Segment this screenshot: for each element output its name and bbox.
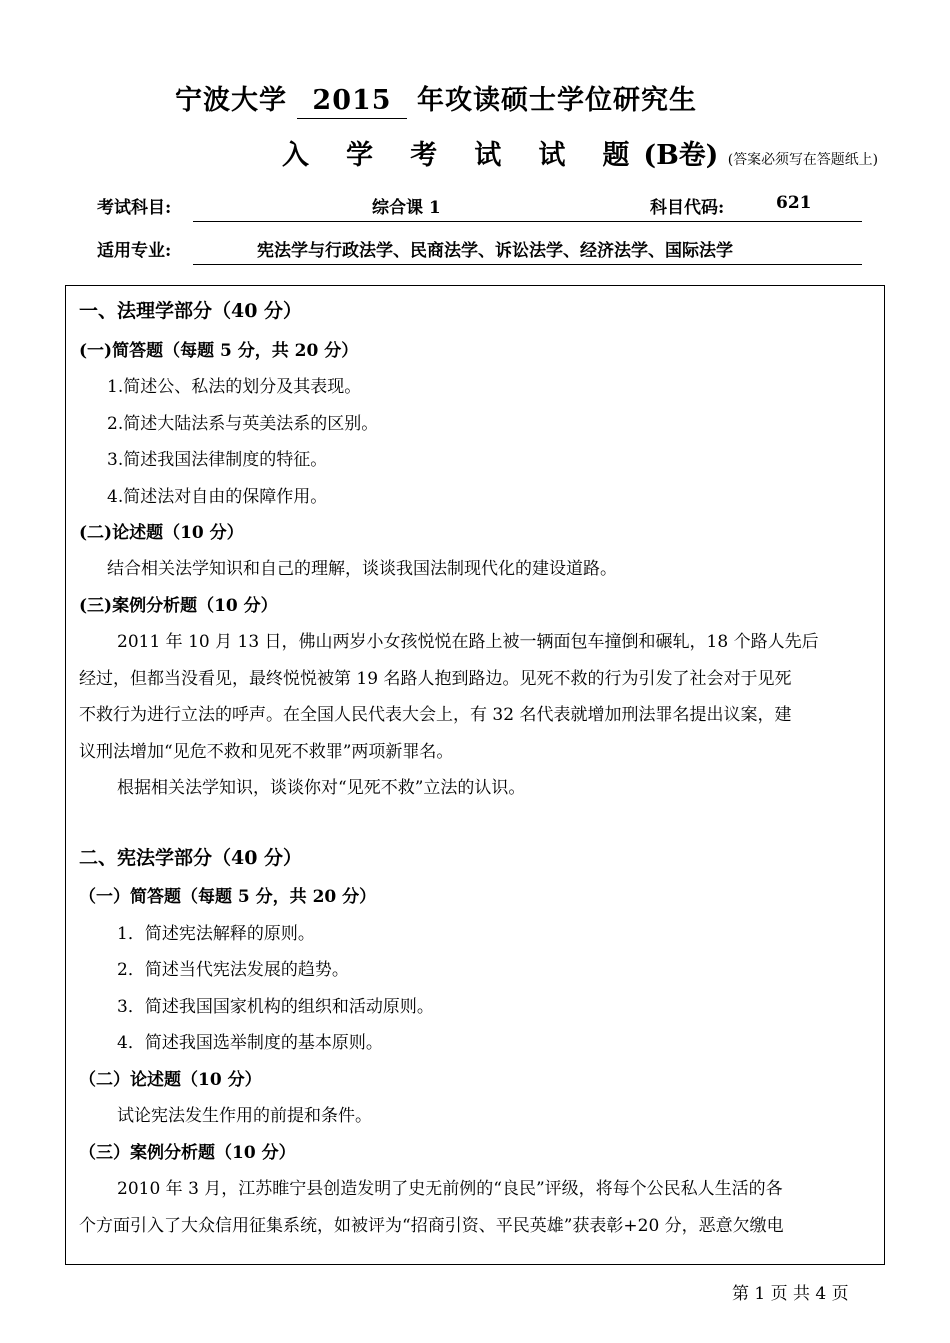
part1-case-line: 经过，但都当没看见，最终悦悦被第 19 名路人抱到路边。见死不救的行为引发了社会对于见死 [79,669,792,689]
part2-short-item: 4．简述我国选举制度的基本原则。 [117,1033,383,1053]
code-label: 科目代码: [650,198,725,218]
major-underline [193,264,862,265]
exam-year: 2015 [297,84,407,119]
exam-title-line2 [282,133,878,172]
page-number: 第 1 页 共 4 页 [732,1284,849,1304]
part1-case-line: 议刑法增加“见危不救和见死不救罪”两项新罪名。 [79,742,454,762]
part2-title: 二、宪法学部分（40 分） [79,847,303,869]
part2-short-item: 1．简述宪法解释的原则。 [117,924,315,944]
subject-underline [193,221,862,222]
part1-case-title: (三)案例分析题（10 分） [79,596,278,616]
exam-title-line1 [175,78,697,119]
part2-case-title: （三）案例分析题（10 分） [79,1143,296,1163]
university-name: 宁波大学 [175,85,287,116]
part1-title: 一、法理学部分（40 分） [79,300,303,322]
part2-essay-text: 试论宪法发生作用的前提和条件。 [117,1106,372,1126]
part2-essay-title: （二）论述题（10 分） [79,1070,262,1090]
part1-short-title: (一)简答题（每题 5 分，共 20 分） [79,341,359,361]
major-label: 适用专业: [97,241,172,261]
major-value: 宪法学与行政法学、民商法学、诉讼法学、经济法学、国际法学 [257,241,733,261]
title-suffix: 年攻读硕士学位研究生 [417,85,697,116]
part2-case-line: 2010 年 3 月，江苏睢宁县创造发明了史无前例的“良民”评级，将每个公民私人生活的各 [117,1179,783,1199]
part1-essay-title: (二)论述题（10 分） [79,523,244,543]
paper-type: (B卷) [643,140,719,171]
part1-case-line: 不救行为进行立法的呼声。在全国人民代表大会上，有 32 名代表就增加刑法罪名提出议案，建 [79,705,792,725]
part1-short-item: 1.简述公、私法的划分及其表现。 [107,377,362,397]
part2-case-line: 个方面引入了大众信用征集系统，如被评为“招商引资、平民英雄”获表彰+20 分，恶意欠缴电 [79,1216,784,1236]
subject-label: 考试科目: [97,198,172,218]
part2-short-item: 2．简述当代宪法发展的趋势。 [117,960,349,980]
answer-note: (答案必须写在答题纸上) [727,152,879,168]
part1-case-line: 2011 年 10 月 13 日，佛山两岁小女孩悦悦在路上被一辆面包车撞倒和碾轧，18 个路人先后 [117,632,819,652]
part1-essay-text: 结合相关法学知识和自己的理解，谈谈我国法制现代化的建设道路。 [107,559,617,579]
part2-short-title: （一）简答题（每题 5 分，共 20 分） [79,887,377,907]
subject-value: 综合课 1 [372,198,441,218]
part1-case-question: 根据相关法学知识，谈谈你对“见死不救”立法的认识。 [117,778,526,798]
code-value: 621 [776,193,812,213]
exam-title: 入 学 考 试 试 题 [282,140,644,171]
part1-short-item: 4.简述法对自由的保障作用。 [107,487,328,507]
part1-short-item: 2.简述大陆法系与英美法系的区别。 [107,414,379,434]
part2-short-item: 3．简述我国国家机构的组织和活动原则。 [117,997,434,1017]
part1-short-item: 3.简述我国法律制度的特征。 [107,450,328,470]
